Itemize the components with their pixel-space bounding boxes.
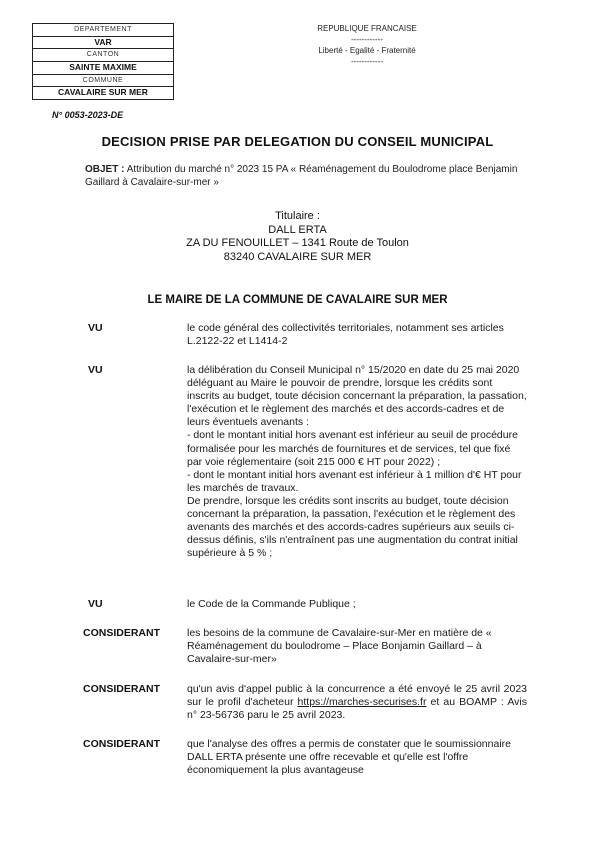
republic-title: REPUBLIQUE FRANCAISE: [317, 24, 417, 33]
entry-text: [187, 322, 527, 348]
titulaire-address-line-1: ZA DU FENOUILLET – 1341 Route de Toulon: [186, 237, 409, 249]
department-label: DEPARTEMENT: [33, 24, 173, 37]
entry-line: [187, 683, 527, 722]
entry-text-before-link: qu'un avis d'appel public à la concurrence a été envoyé le 25 avril 2023 sur le profil d'acheteur: [187, 683, 527, 709]
entry-text: [187, 738, 527, 777]
entry-label: CONSIDERANT: [83, 738, 161, 750]
republic-separator: ------------: [351, 35, 383, 44]
titulaire-name: DALL ERTA: [268, 223, 327, 236]
entry-text: [187, 683, 527, 722]
republic-header: [292, 23, 442, 67]
commune-value: CAVALAIRE SUR MER: [58, 87, 148, 98]
entry-line: la délibération du Conseil Municipal n° 15/2020 en date du 25 mai 2020 déléguant au Maire le pouvoir de prendre, lorsque les crédits sont inscrits au budget, toute décision concernant la préparation, la passation, l'exécution et le règlement des marchés et des accords-cadres et de leurs éventuels avenants :: [187, 364, 527, 429]
decision-reference: N° 0053-2023-DE: [52, 110, 124, 120]
republic-motto: Liberté - Egalité - Fraternité: [318, 46, 416, 55]
acheteur-profile-link[interactable]: https://marches-securises.fr: [297, 696, 427, 709]
entry-label: VU: [88, 364, 103, 376]
objet-label: OBJET :: [85, 164, 125, 175]
entry-text: [187, 364, 527, 560]
entry-line: - dont le montant initial hors avenant est inférieur à 1 million d'€ HT pour les marchés de travaux.: [187, 468, 522, 494]
entry-text-after-link: et au BOAMP : Avis n° 23-56736 paru le 25 avril 2023.: [187, 696, 527, 722]
entry-text: [187, 598, 527, 611]
page-title: DECISION PRISE PAR DELEGATION DU CONSEIL MUNICIPAL: [101, 134, 494, 149]
administrative-box: [32, 23, 174, 100]
titulaire-label: Titulaire :: [275, 210, 320, 222]
titulaire-address-line-2: 83240 CAVALAIRE SUR MER: [223, 250, 372, 263]
entry-label: CONSIDERANT: [83, 683, 161, 695]
canton-label: CANTON: [33, 49, 173, 62]
republic-separator-2: ------------: [351, 57, 383, 66]
canton-value: SAINTE MAXIME: [33, 62, 173, 75]
commune-label: COMMUNE: [33, 75, 173, 88]
department-value: VAR: [33, 37, 173, 50]
entry-line: De prendre, lorsque les crédits sont inscrits au budget, toute décision concernant la préparation, la passation, l'exécution et le règlement des avenants des marchés et des accords-cadres supérieurs aux seuils ci-dessus définis, s'ils n'entraînent pas une augmentation du contrat initial supérieure à 5 % ;: [187, 494, 518, 560]
objet-text: Attribution du marché n° 2023 15 PA « Réaménagement du Boulodrome place Benjamin Gaillard à Cavalaire-sur-mer »: [85, 164, 518, 188]
entry-line: que l'analyse des offres a permis de constater que le soumissionnaire DALL ERTA présente une offre recevable et qu'elle est l'offre économiquement la plus avantageuse: [187, 738, 511, 777]
objet-paragraph: [85, 163, 525, 189]
entry-line: le Code de la Commande Publique ;: [187, 598, 356, 610]
entry-label: VU: [88, 322, 103, 334]
entry-line: les besoins de la commune de Cavalaire-sur-Mer en matière de « Réaménagement du boulodrome – Place Bonjamin Gaillard – à Cavalaire-sur-mer»: [187, 627, 492, 666]
entry-line: - dont le montant initial hors avenant est inférieur au seuil de procédure formalisée pour les marchés de fournitures et de services, tel que fixé par voie réglementaire (soit 215 000 € HT pour 2022) ;: [187, 429, 518, 468]
entry-text: [187, 627, 527, 666]
entry-line: le code général des collectivités territoriales, notamment ses articles L.2122-22 et L1414-2: [187, 322, 504, 348]
entry-label: VU: [88, 598, 103, 610]
entry-label: CONSIDERANT: [83, 627, 161, 639]
maire-heading: LE MAIRE DE LA COMMUNE DE CAVALAIRE SUR MER: [147, 294, 448, 306]
titulaire-block: [0, 210, 595, 264]
